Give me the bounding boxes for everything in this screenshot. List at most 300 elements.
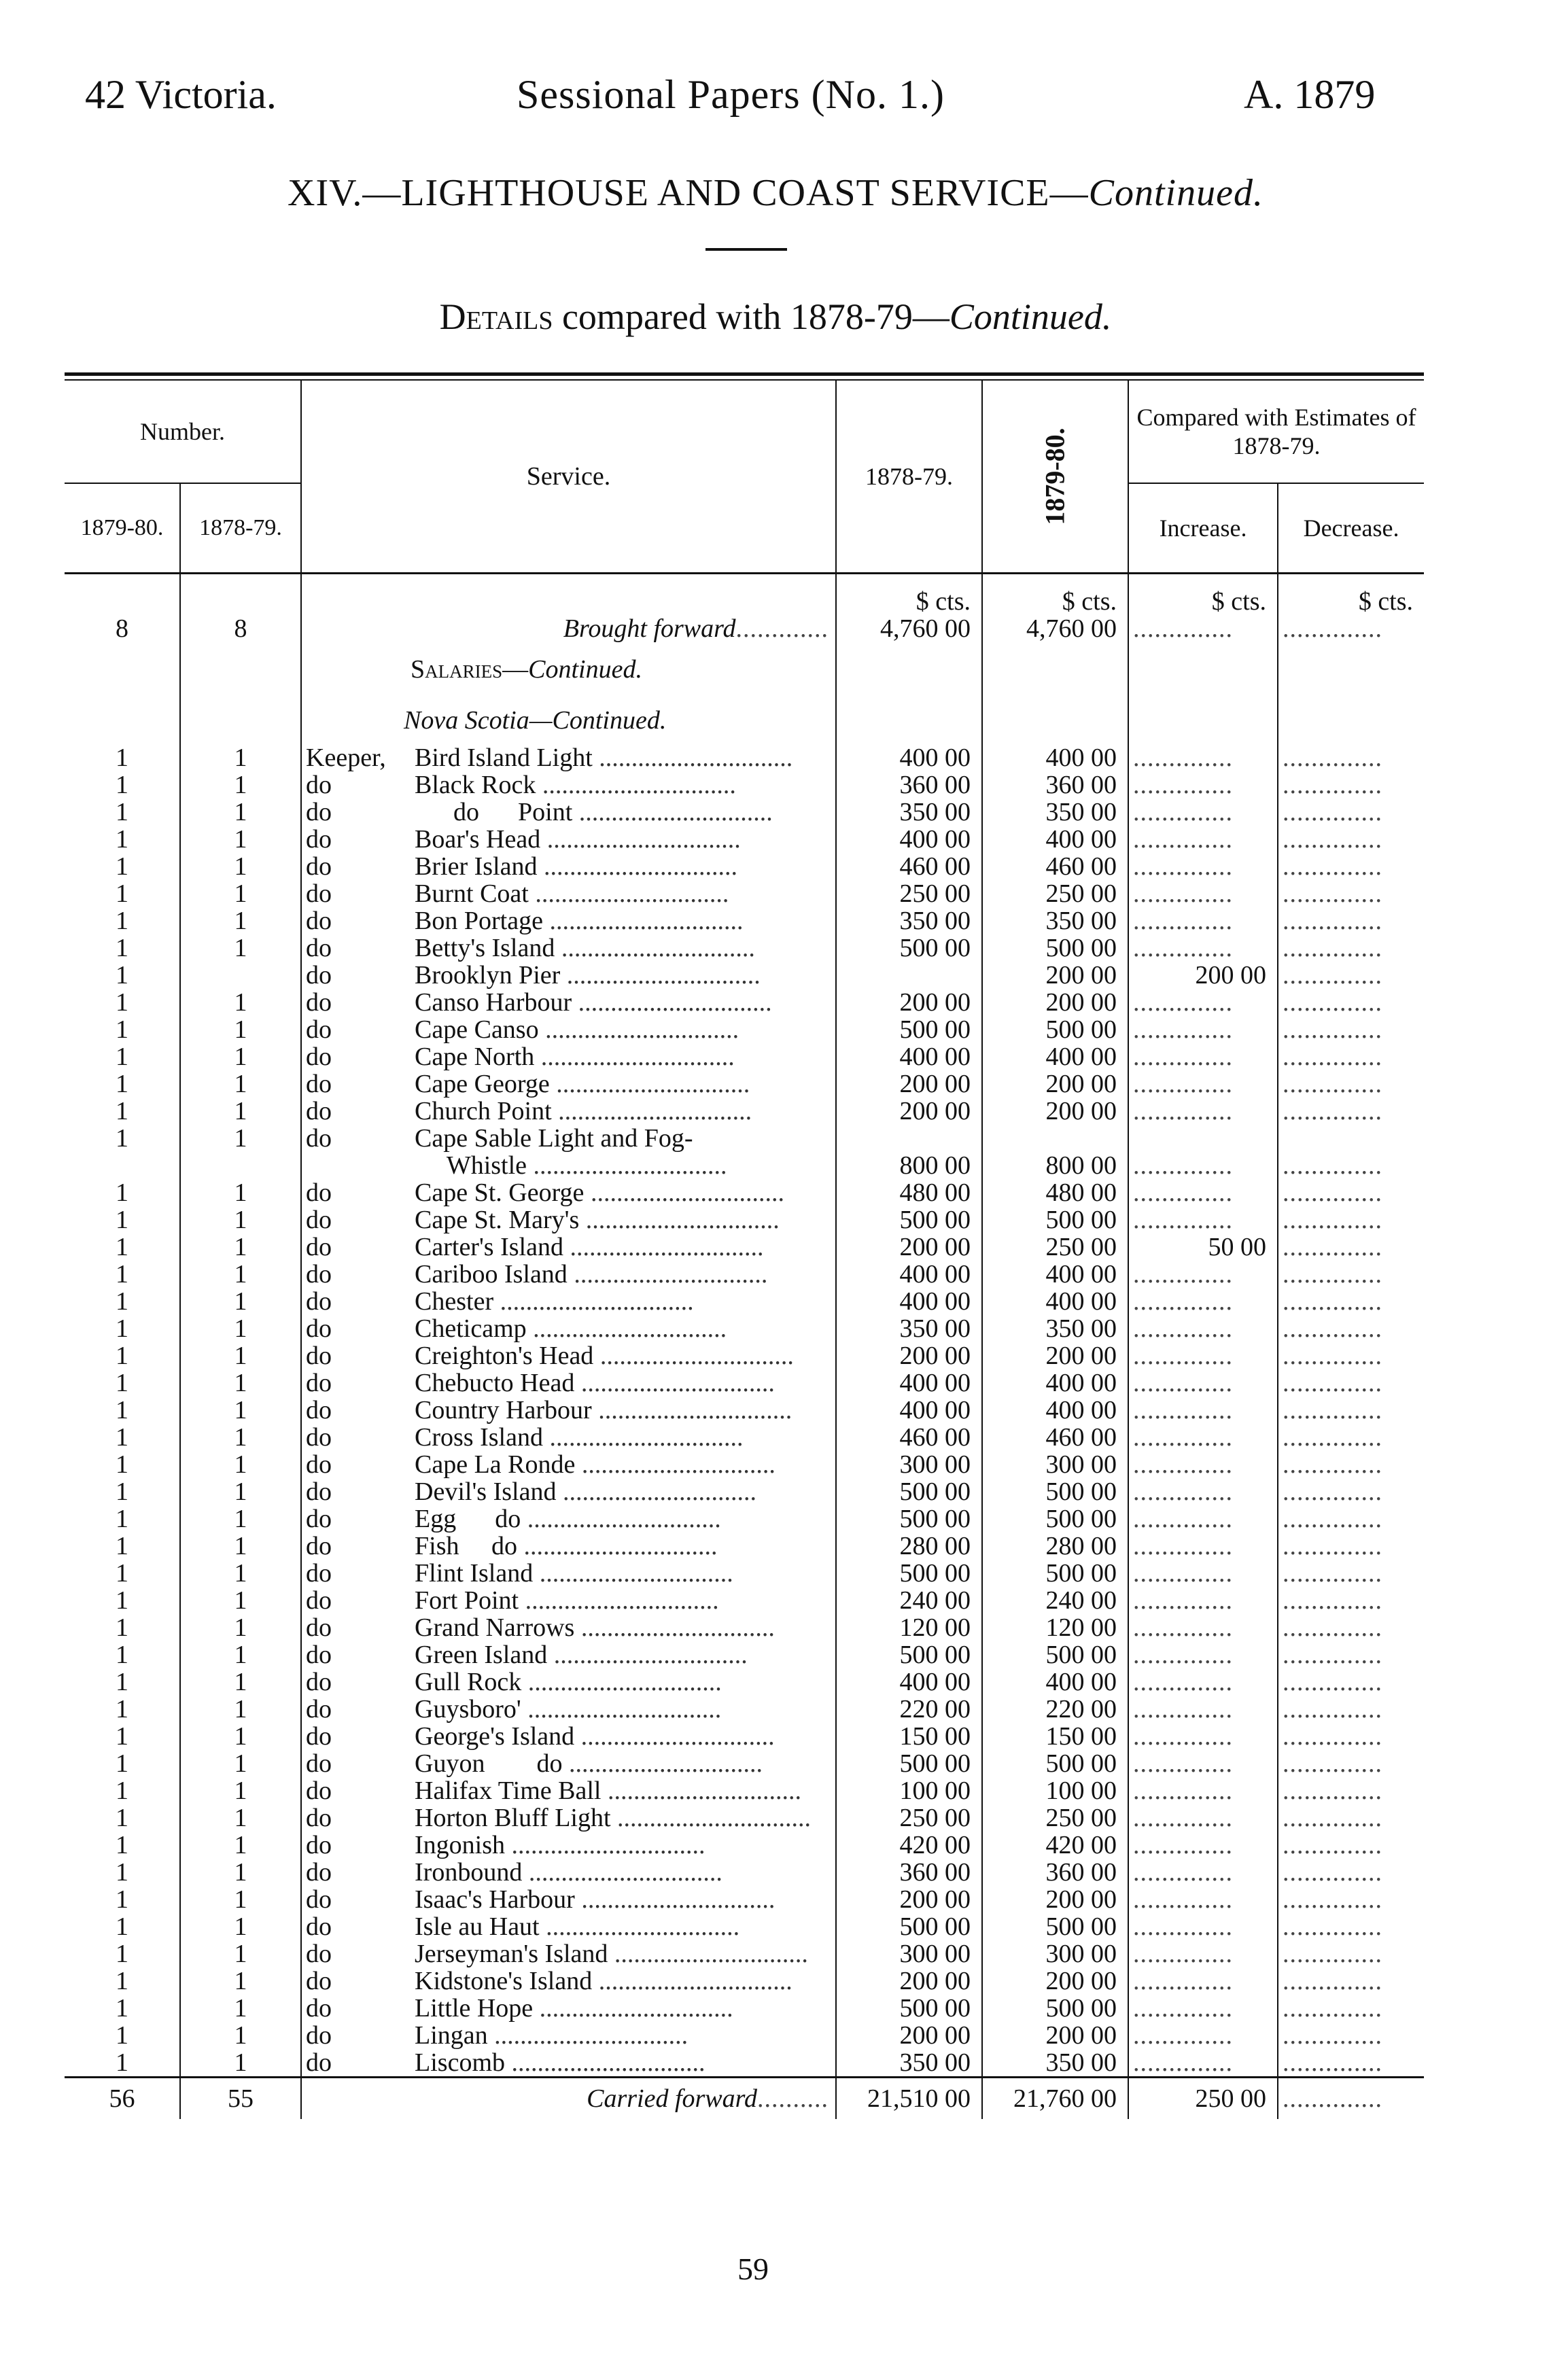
row-amount-1879: 150 00 <box>982 1723 1128 1750</box>
row-increase <box>1128 1261 1278 1288</box>
row-keeper: do <box>306 907 332 934</box>
row-keeper: do <box>306 1859 332 1886</box>
table-row <box>65 2022 1424 2049</box>
row-amount-1879: 400 00 <box>982 1369 1128 1397</box>
row-amount-1879: 200 00 <box>982 2022 1128 2049</box>
section-salaries: Salaries— <box>411 655 529 684</box>
empty-cell <box>836 642 982 697</box>
empty-cell <box>836 697 982 744</box>
decrease-leader: .............. <box>1283 962 1383 989</box>
row-decrease <box>1278 1016 1424 1043</box>
table-row <box>65 826 1424 853</box>
page-subtitle <box>0 296 1551 338</box>
row-keeper: do <box>306 1342 332 1369</box>
increase-leader: .............. <box>1133 1560 1234 1587</box>
row-amount-1879: 400 00 <box>982 1668 1128 1696</box>
row-leader: .............................. <box>493 1288 694 1315</box>
row-amount-1878: 100 00 <box>836 1777 982 1804</box>
row-number-1878: 1 <box>180 1587 301 1614</box>
table-row <box>65 1016 1424 1043</box>
row-leader: .............................. <box>540 826 741 853</box>
row-amount-1879: 360 00 <box>982 1859 1128 1886</box>
currency-label: $ cts. <box>1278 574 1424 616</box>
row-leader: .............................. <box>542 907 744 934</box>
row-keeper: do <box>306 1424 332 1451</box>
row-number-1879: 1 <box>116 1696 128 1723</box>
row-amount-1878: 480 00 <box>836 1179 982 1206</box>
increase-leader: .............. <box>1133 1016 1234 1043</box>
row-increase <box>1128 1832 1278 1859</box>
row-amount-1879: 120 00 <box>982 1614 1128 1641</box>
row-decrease <box>1278 1179 1424 1206</box>
decrease-leader: .............. <box>1283 1804 1383 1832</box>
bf-amount-1879: 4,760 00 <box>982 615 1128 642</box>
row-keeper: do <box>306 1995 332 2022</box>
row-service-name: Bird Island Light <box>415 744 593 771</box>
row-number-1879: 1 <box>116 1505 128 1533</box>
row-keeper: do <box>306 1641 332 1668</box>
title-main: XIV.—LIGHTHOUSE AND COAST SERVICE— <box>287 172 1089 214</box>
row-keeper: do <box>306 934 332 962</box>
row-amount-1878: 250 00 <box>836 1804 982 1832</box>
row-number-1879: 1 <box>116 1261 128 1288</box>
row-increase <box>1128 2022 1278 2049</box>
cf-label-cell <box>301 2078 836 2120</box>
row-service-name: Cross Island <box>415 1424 543 1451</box>
row-number-1879: 1 <box>116 1016 128 1043</box>
table-row <box>65 1723 1424 1750</box>
cf-number-1878: 55 <box>180 2078 301 2120</box>
bf-amount-1878: 4,760 00 <box>836 615 982 642</box>
row-increase <box>1128 1478 1278 1505</box>
empty-cell <box>982 697 1128 744</box>
table-row <box>65 1152 1424 1179</box>
row-service-name: Grand Narrows <box>415 1614 575 1641</box>
row-number-1879: 1 <box>116 1614 128 1641</box>
row-decrease <box>1278 1206 1424 1233</box>
row-decrease <box>1278 1967 1424 1995</box>
row-decrease <box>1278 1043 1424 1070</box>
number-header: Number. <box>65 381 301 483</box>
row-leader: .............................. <box>555 934 755 962</box>
row-service <box>301 799 836 826</box>
row-number-1879: 1 <box>116 826 128 853</box>
row-amount-1878: 400 00 <box>836 826 982 853</box>
decrease-leader: .............. <box>1283 907 1383 934</box>
row-service <box>301 1886 836 1913</box>
row-leader: .............................. <box>551 1098 752 1125</box>
subtitle-details: Details <box>439 296 553 337</box>
row-increase <box>1128 1696 1278 1723</box>
row-number-1879: 1 <box>116 1560 128 1587</box>
estimate-1879-label: 1879-80. <box>1039 427 1070 525</box>
row-decrease <box>1278 880 1424 907</box>
row-service-name: Cheticamp <box>415 1315 527 1342</box>
row-service-name: Brooklyn Pier <box>415 962 561 989</box>
row-keeper: do <box>306 1723 332 1750</box>
table-row <box>65 1369 1424 1397</box>
row-keeper: do <box>306 962 332 989</box>
row-service <box>301 1804 836 1832</box>
empty-cell <box>180 642 301 697</box>
increase-leader: .............. <box>1133 1261 1234 1288</box>
row-number-1878: 1 <box>180 1668 301 1696</box>
row-number-1879: 1 <box>116 1967 128 1995</box>
row-decrease <box>1278 1070 1424 1098</box>
increase-leader: .............. <box>1133 1397 1234 1424</box>
row-increase <box>1128 989 1278 1016</box>
increase-header: Increase. <box>1128 483 1278 574</box>
row-increase <box>1128 1369 1278 1397</box>
row-amount-1879: 500 00 <box>982 1913 1128 1940</box>
bf-leader: ............. <box>735 615 829 642</box>
row-decrease <box>1278 1233 1424 1261</box>
row-service-name: Devil's Island <box>415 1478 557 1505</box>
row-keeper: do <box>306 1451 332 1478</box>
row-number-1878: 1 <box>180 1315 301 1342</box>
row-decrease <box>1278 1098 1424 1125</box>
row-keeper: do <box>306 1261 332 1288</box>
row-leader: .............................. <box>572 799 773 826</box>
row-keeper: do <box>306 1125 332 1152</box>
row-increase <box>1128 1641 1278 1668</box>
table-row <box>65 1424 1424 1451</box>
decrease-leader: .............. <box>1283 1995 1383 2022</box>
row-increase <box>1128 880 1278 907</box>
row-service-name: Burnt Coat <box>415 880 529 907</box>
spacer-cell <box>65 574 180 616</box>
row-service <box>301 1342 836 1369</box>
row-increase <box>1128 853 1278 880</box>
decrease-leader: .............. <box>1283 826 1383 853</box>
row-leader: .............................. <box>562 1750 763 1777</box>
row-amount-1878: 460 00 <box>836 1424 982 1451</box>
decrease-leader: .............. <box>1283 1288 1383 1315</box>
row-service-name: Green Island <box>415 1641 548 1668</box>
row-increase <box>1128 1179 1278 1206</box>
row-service-name: Boar's Head <box>415 826 541 853</box>
row-number-1878: 1 <box>180 1125 301 1152</box>
row-decrease <box>1278 2049 1424 2078</box>
row-decrease <box>1278 934 1424 962</box>
table-row <box>65 771 1424 799</box>
bf-increase: .............. <box>1128 615 1278 642</box>
row-keeper: do <box>306 1397 332 1424</box>
bf-number-1879: 8 <box>116 615 128 642</box>
row-keeper: do <box>306 2022 332 2049</box>
row-amount-1879: 100 00 <box>982 1777 1128 1804</box>
row-number-1879: 1 <box>116 744 128 771</box>
year-1879-header: 1879-80. <box>65 483 180 574</box>
row-number-1879: 1 <box>116 1451 128 1478</box>
row-number-1878: 1 <box>180 1206 301 1233</box>
table-row <box>65 1233 1424 1261</box>
row-decrease <box>1278 771 1424 799</box>
decrease-leader: .............. <box>1283 1967 1383 1995</box>
table-row <box>65 1940 1424 1967</box>
row-decrease <box>1278 1505 1424 1533</box>
row-decrease <box>1278 1587 1424 1614</box>
row-leader: .............................. <box>538 1016 739 1043</box>
increase-leader: .............. <box>1133 1859 1234 1886</box>
row-decrease <box>1278 1750 1424 1777</box>
row-service-name: Church Point <box>415 1098 552 1125</box>
row-number-1879: 1 <box>116 934 128 962</box>
row-leader: .............................. <box>521 1696 722 1723</box>
row-number-1878: 1 <box>180 1560 301 1587</box>
row-increase <box>1128 1125 1278 1152</box>
table-row <box>65 1533 1424 1560</box>
row-decrease <box>1278 1288 1424 1315</box>
row-amount-1879: 200 00 <box>982 1967 1128 1995</box>
increase-leader: .............. <box>1133 1804 1234 1832</box>
row-service <box>301 989 836 1016</box>
row-number-1879: 1 <box>116 1913 128 1940</box>
row-service <box>301 744 836 771</box>
decrease-leader: .............. <box>1283 1152 1383 1179</box>
row-amount-1879: 250 00 <box>982 880 1128 907</box>
row-keeper: do <box>306 1832 332 1859</box>
row-leader: .............................. <box>592 1967 792 1995</box>
row-number-1879: 1 <box>116 1424 128 1451</box>
row-leader: .............................. <box>591 1397 792 1424</box>
bf-decrease: .............. <box>1278 615 1424 642</box>
table-row <box>65 1832 1424 1859</box>
row-service <box>301 1723 836 1750</box>
increase-leader: .............. <box>1133 799 1234 826</box>
row-service <box>301 1913 836 1940</box>
row-number-1878: 1 <box>180 1397 301 1424</box>
row-service <box>301 1750 836 1777</box>
decrease-leader: .............. <box>1283 799 1383 826</box>
increase-leader: .............. <box>1133 1152 1234 1179</box>
row-service-name: Fort Point <box>415 1587 519 1614</box>
header-right: A. 1879 <box>1244 72 1376 117</box>
row-decrease <box>1278 1451 1424 1478</box>
row-increase <box>1128 1505 1278 1533</box>
row-service-name: Cape La Ronde <box>415 1451 576 1478</box>
row-amount-1878: 400 00 <box>836 1043 982 1070</box>
bf-number-1878: 8 <box>180 615 301 642</box>
row-amount-1878: 400 00 <box>836 1369 982 1397</box>
province-row <box>65 697 1424 744</box>
row-number-1879: 1 <box>116 962 128 989</box>
decrease-leader: .............. <box>1283 1832 1383 1859</box>
row-amount-1878: 500 00 <box>836 1641 982 1668</box>
increase-leader: .............. <box>1133 853 1234 880</box>
row-keeper: do <box>306 853 332 880</box>
row-service <box>301 1967 836 1995</box>
title-divider <box>705 248 787 251</box>
row-service-name: Cape Sable Light and Fog- <box>415 1125 693 1152</box>
row-decrease <box>1278 744 1424 771</box>
row-number-1878: 1 <box>180 1886 301 1913</box>
row-decrease <box>1278 1369 1424 1397</box>
row-amount-1878: 240 00 <box>836 1587 982 1614</box>
row-amount-1878: 150 00 <box>836 1723 982 1750</box>
row-increase <box>1128 771 1278 799</box>
row-number-1878: 1 <box>180 853 301 880</box>
row-decrease <box>1278 799 1424 826</box>
row-keeper: do <box>306 989 332 1016</box>
decrease-leader: .............. <box>1283 1777 1383 1804</box>
spacer-cell <box>180 574 301 616</box>
row-number-1878: 1 <box>180 1233 301 1261</box>
row-number-1879: 1 <box>116 1098 128 1125</box>
row-amount-1878: 200 00 <box>836 1967 982 1995</box>
row-leader: .............................. <box>521 1668 722 1696</box>
row-service-name: Whistle <box>415 1152 527 1179</box>
increase-leader: .............. <box>1133 1614 1234 1641</box>
row-service-name: Ingonish <box>415 1832 506 1859</box>
row-amount-1878: 350 00 <box>836 1315 982 1342</box>
bf-label: Brought forward <box>563 615 736 642</box>
decrease-leader: .............. <box>1283 1206 1383 1233</box>
subtitle-middle: compared with 1878-79— <box>553 296 949 337</box>
increase-leader: .............. <box>1133 1043 1234 1070</box>
row-keeper: do <box>306 880 332 907</box>
row-service-name: do Point <box>415 799 573 826</box>
increase-leader: .............. <box>1133 1750 1234 1777</box>
increase-leader: .............. <box>1133 1179 1234 1206</box>
row-number-1879: 1 <box>116 1233 128 1261</box>
increase-leader: .............. <box>1133 1424 1234 1451</box>
header-center: Sessional Papers (No. 1.) <box>517 72 945 117</box>
row-amount-1879: 200 00 <box>982 1886 1128 1913</box>
row-service <box>301 1152 836 1179</box>
row-amount-1879: 460 00 <box>982 1424 1128 1451</box>
row-amount-1879: 500 00 <box>982 934 1128 962</box>
row-keeper: do <box>306 799 332 826</box>
row-service-name: Cariboo Island <box>415 1261 568 1288</box>
row-service <box>301 1233 836 1261</box>
row-number-1878: 1 <box>180 1804 301 1832</box>
row-leader: .............................. <box>575 1451 775 1478</box>
increase-leader: .............. <box>1133 1696 1234 1723</box>
row-keeper: do <box>306 1206 332 1233</box>
row-leader: .............................. <box>601 1777 801 1804</box>
row-keeper: do <box>306 1016 332 1043</box>
decrease-leader: .............. <box>1283 1641 1383 1668</box>
decrease-leader: .............. <box>1283 1016 1383 1043</box>
row-amount-1878: 400 00 <box>836 1397 982 1424</box>
row-amount-1879: 400 00 <box>982 1288 1128 1315</box>
row-number-1879: 1 <box>116 2022 128 2049</box>
section-salaries-cell <box>301 642 836 697</box>
row-number-1879: 1 <box>116 1070 128 1098</box>
row-amount-1878: 500 00 <box>836 1995 982 2022</box>
row-service-name: Flint Island <box>415 1560 534 1587</box>
row-service-name: Brier Island <box>415 853 538 880</box>
row-amount-1879: 800 00 <box>982 1152 1128 1179</box>
row-amount-1879: 500 00 <box>982 1478 1128 1505</box>
row-service-name: Lingan <box>415 2022 488 2049</box>
row-number-1878 <box>180 1152 301 1179</box>
empty-cell <box>1278 697 1424 744</box>
row-leader: .............................. <box>560 962 761 989</box>
row-service <box>301 1288 836 1315</box>
row-service <box>301 1560 836 1587</box>
row-increase <box>1128 1750 1278 1777</box>
row-amount-1879: 300 00 <box>982 1451 1128 1478</box>
cf-increase: 250 00 <box>1128 2078 1278 2120</box>
table-row <box>65 1179 1424 1206</box>
row-leader: .............................. <box>584 1179 784 1206</box>
row-leader: .............................. <box>567 1261 768 1288</box>
row-service <box>301 1614 836 1641</box>
row-increase <box>1128 1723 1278 1750</box>
table-row <box>65 1288 1424 1315</box>
decrease-leader: .............. <box>1283 2049 1383 2077</box>
table-row <box>65 1696 1424 1723</box>
row-amount-1879: 400 00 <box>982 1397 1128 1424</box>
row-decrease <box>1278 1641 1424 1668</box>
row-leader: .............................. <box>505 1832 705 1859</box>
row-number-1878: 1 <box>180 1179 301 1206</box>
row-number-1878: 1 <box>180 1288 301 1315</box>
row-leader: .............................. <box>574 1723 775 1750</box>
compared-header: Compared with Estimates of 1878-79. <box>1128 381 1424 483</box>
row-increase <box>1128 1152 1278 1179</box>
decrease-leader: .............. <box>1283 1451 1383 1478</box>
row-number-1878: 1 <box>180 1451 301 1478</box>
row-amount-1879: 200 00 <box>982 1070 1128 1098</box>
row-number-1879: 1 <box>116 1832 128 1859</box>
row-service-name: Cape St. Mary's <box>415 1206 580 1233</box>
decrease-leader: .............. <box>1283 1533 1383 1560</box>
row-decrease <box>1278 826 1424 853</box>
table-row <box>65 2049 1424 2078</box>
row-decrease <box>1278 962 1424 989</box>
table-row <box>65 1315 1424 1342</box>
row-service <box>301 2049 836 2078</box>
row-amount-1878: 220 00 <box>836 1696 982 1723</box>
details-table-wrapper <box>65 372 1424 2119</box>
row-number-1879: 1 <box>116 1995 128 2022</box>
row-number-1879: 1 <box>116 1668 128 1696</box>
row-amount-1878: 500 00 <box>836 1206 982 1233</box>
decrease-leader: .............. <box>1283 1397 1383 1424</box>
table-row <box>65 1098 1424 1125</box>
row-decrease <box>1278 1668 1424 1696</box>
row-keeper: do <box>306 1369 332 1397</box>
decrease-leader: .............. <box>1283 1940 1383 1967</box>
row-keeper: do <box>306 1288 332 1315</box>
row-leader: .............................. <box>519 1587 719 1614</box>
row-number-1878: 1 <box>180 934 301 962</box>
row-keeper: do <box>306 1940 332 1967</box>
table-row <box>65 1261 1424 1288</box>
row-amount-1878: 350 00 <box>836 907 982 934</box>
row-service-name: Horton Bluff Light <box>415 1804 611 1832</box>
row-increase <box>1128 744 1278 771</box>
row-service-name: Cape St. George <box>415 1179 585 1206</box>
decrease-leader: .............. <box>1283 1315 1383 1342</box>
decrease-leader: .............. <box>1283 744 1383 771</box>
row-amount-1878: 200 00 <box>836 989 982 1016</box>
row-amount-1878: 360 00 <box>836 1859 982 1886</box>
row-number-1879: 1 <box>116 1804 128 1832</box>
row-service <box>301 907 836 934</box>
increase-leader: .............. <box>1133 2022 1234 2049</box>
decrease-leader: .............. <box>1283 1261 1383 1288</box>
row-service <box>301 1641 836 1668</box>
decrease-leader: .............. <box>1283 989 1383 1016</box>
row-keeper: do <box>306 1967 332 1995</box>
increase-leader: .............. <box>1133 1587 1234 1614</box>
row-decrease <box>1278 1125 1424 1152</box>
increase-leader: .............. <box>1133 1098 1234 1125</box>
